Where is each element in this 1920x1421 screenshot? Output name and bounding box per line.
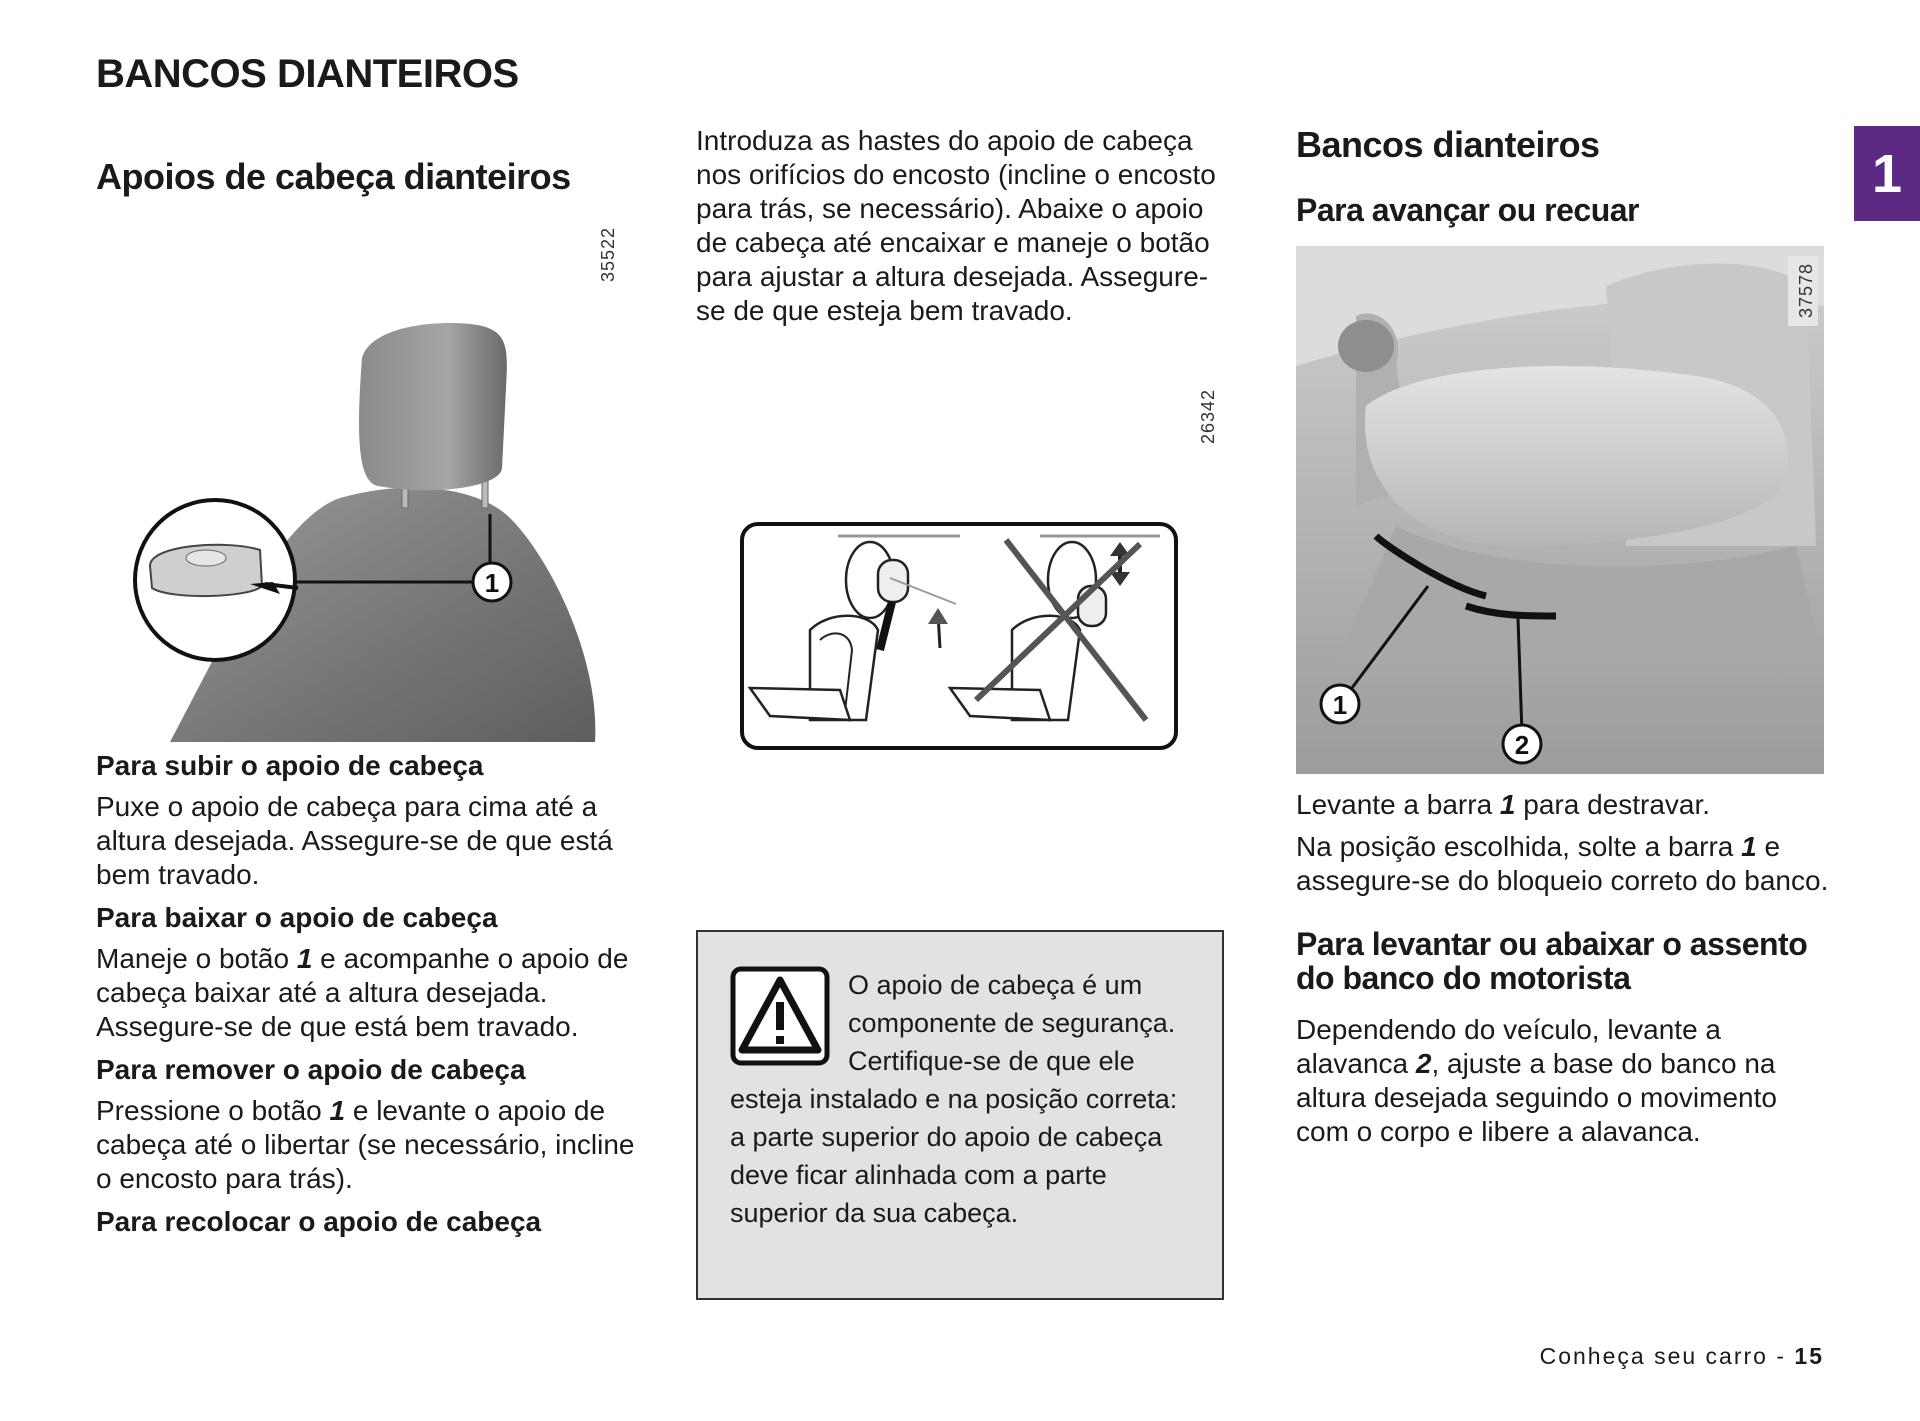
left-section-title: Apoios de cabeça dianteiros bbox=[96, 156, 571, 197]
chapter-tab: 1 bbox=[1854, 126, 1920, 221]
text-posicao: Na posição escolhida, solte a barra 1 e assegure-se do bloqueio correto do banco. bbox=[1296, 831, 1829, 896]
text-subir: Puxe o apoio de cabeça para cima até a altura desejada. Assegure-se de que está bem travado. bbox=[96, 791, 613, 890]
label-recolocar: Para recolocar o apoio de cabeça bbox=[96, 1206, 542, 1237]
page-footer: Conheça seu carro - 15 bbox=[1539, 1343, 1824, 1369]
warning-text: O apoio de cabeça é um componente de segurança. Certifique-se de que ele esteja instalado e na posição correta: a parte superior do apoio de cabeça deve ficar alinhada com a parte superior da sua cabeça. bbox=[730, 970, 1178, 1228]
text-levante: Levante a barra 1 para destravar. bbox=[1296, 789, 1711, 820]
text-dependendo: Dependendo do veículo, levante a alavanca 2, ajuste a base do banco na altura desejada seguindo o movimento com o corpo e libere a alavanca. bbox=[1296, 1014, 1777, 1148]
text-remover: Pressione o botão 1 e levante o apoio de cabeça até o libertar (se necessário, incline o encosto para trás). bbox=[96, 1095, 635, 1194]
label-subir: Para subir o apoio de cabeça bbox=[96, 750, 484, 781]
headrest-callout-1: 1 bbox=[484, 568, 500, 598]
seat-adjustment-photo bbox=[1296, 246, 1824, 774]
label-baixar: Para baixar o apoio de cabeça bbox=[96, 902, 498, 933]
right-subtitle-1: Para avançar ou recuar bbox=[1296, 192, 1639, 228]
right-figure-code: 37578 bbox=[1796, 262, 1816, 318]
warning-triangle-icon bbox=[730, 966, 830, 1066]
middle-figure-code: 26342 bbox=[1198, 388, 1218, 444]
right-section-title: Bancos dianteiros bbox=[1296, 124, 1600, 165]
headrest-position-figure bbox=[740, 520, 1180, 752]
left-figure-code: 35522 bbox=[598, 226, 618, 282]
headrest-figure bbox=[130, 318, 610, 742]
right-subtitle-2: Para levantar ou abaixar o assento do banco do motorista bbox=[1296, 926, 1808, 996]
seat-callout-1: 1 bbox=[1332, 690, 1348, 720]
label-remover: Para remover o apoio de cabeça bbox=[96, 1054, 526, 1085]
intro-text: Introduza as hastes do apoio de cabeça nos orifícios do encosto (incline o encosto para trás, se necessário). Abaixe o apoio de cabeça até encaixar e maneje o botão para ajustar a altura desejada. Assegure-se de que esteja bem travado. bbox=[696, 125, 1216, 326]
text-baixar: Maneje o botão 1 e acompanhe o apoio de cabeça baixar até a altura desejada. Assegure-se de que está bem travado. bbox=[96, 943, 629, 1042]
page-title: BANCOS DIANTEIROS bbox=[96, 52, 519, 96]
seat-callout-2: 2 bbox=[1514, 730, 1530, 760]
warning-box bbox=[696, 930, 1224, 1300]
